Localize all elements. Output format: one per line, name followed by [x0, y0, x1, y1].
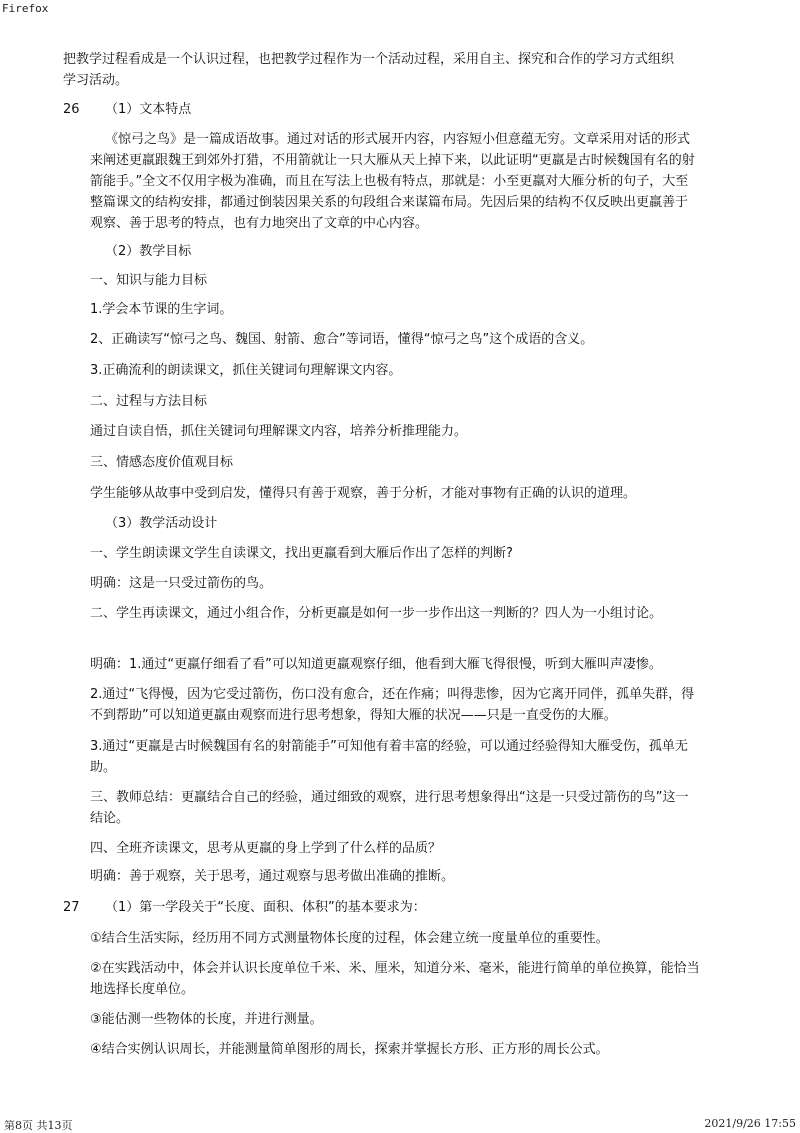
activity2-answer1: 明确：1.通过“更羸仔细看了看”可以知道更羸观察仔细，他看到大雁飞得很慢，听到大雁叫声凄惨。	[90, 657, 662, 672]
activity4: 四、全班齐读课文，思考从更羸的身上学到了什么样的品质？	[90, 841, 442, 856]
activity4-answer: 明确：善于观察，关于思考，通过观察与思考做出准确的推断。	[90, 869, 455, 884]
question-number-26: 26	[63, 102, 80, 117]
q27-heading: （1）第一学段关于“长度、面积、体积”的基本要求为：	[105, 900, 426, 915]
q26-heading-text-feature: （1）文本特点	[105, 102, 192, 117]
activity1: 一、学生朗读课文学生自读课文，找出更羸看到大雁后作出了怎样的判断?	[90, 546, 513, 561]
question-number-27: 27	[63, 900, 80, 915]
q26-heading-goals: （2）教学目标	[105, 244, 192, 259]
q27-item2: ②在实践活动中，体会并认识长度单位千米、米、厘米，知道分米、毫米，能进行简单的单位换算，能恰当地选择长度单位。	[90, 961, 700, 997]
q26-heading-activities: （3）教学活动设计	[105, 516, 218, 531]
goal2-title: 二、过程与方法目标	[90, 394, 208, 409]
activity2-answer2: 2.通过“飞得慢，因为它受过箭伤，伤口没有愈合，还在作痛；叫得悲惨，因为它离开同伴，孤单失群，得不到帮助”可以知道更羸由观察而进行思考想象，得知大雁的状况——只是一直受伤的大雁。	[90, 687, 695, 723]
page-number: 第8页 共13页	[4, 1119, 73, 1132]
goal3-text: 学生能够从故事中受到启发，懂得只有善于观察，善于分析，才能对事物有正确的认识的道理。	[90, 486, 637, 501]
goal2-text: 通过自读自悟，抓住关键词句理解课文内容，培养分析推理能力。	[90, 424, 468, 439]
goal1-item2: 2、正确读写“惊弓之鸟、魏国、射箭、愈合”等词语，懂得“惊弓之鸟”这个成语的含义。	[90, 332, 594, 347]
goal1-item3: 3.正确流利的朗读课文，抓住关键词句理解课文内容。	[90, 363, 402, 378]
q27-item3: ③能估测一些物体的长度，并进行测量。	[90, 1012, 323, 1027]
activity3: 三、教师总结：更羸结合自己的经验，通过细致的观察，进行思考想象得出“这是一只受过箭伤的鸟”这一结论。	[90, 790, 689, 826]
goal1-title: 一、知识与能力目标	[90, 273, 208, 288]
activity1-answer: 明确：这是一只受过箭伤的鸟。	[90, 576, 273, 591]
goal1-item1: 1.学会本节课的生字词。	[90, 302, 233, 317]
q27-item4: ④结合实例认识周长，并能测量简单图形的周长，探索并掌握长方形、正方形的周长公式。	[90, 1042, 609, 1057]
activity2: 二、学生再读课文，通过小组合作，分析更羸是如何一步一步作出这一判断的？四人为一小组讨论。	[90, 606, 663, 621]
activity2-answer3: 3.通过“更羸是古时候魏国有名的射箭能手”可知他有着丰富的经验，可以通过经验得知大雁受伤，孤单无助。	[90, 739, 688, 775]
print-datetime: 2021/9/26 17:55	[704, 1117, 796, 1130]
browser-title: Firefox	[2, 2, 49, 15]
q26-text-feature-paragraph: 《惊弓之鸟》是一篇成语故事。通过对话的形式展开内容，内容短小但意蕴无穷。文章采用对话的形式来阐述更羸跟魏王到郊外打猎，不用箭就让一只大雁从天上掉下来，以此证明“更羸是古时候魏国有名的射箭能手。”全文不仅用字极为准确，而且在写法上也极有特点，那就是：小至更羸对大雁分析的句子，大至整篇课文的结构安排，都通过倒装因果关系的句段组合来谋篇布局。先因后果的结构不仅反映出更羸善于观察、善于思考的特点，也有力地突出了文章的中心内容。	[90, 132, 695, 231]
goal3-title: 三、情感态度价值观目标	[90, 455, 234, 470]
q27-item1: ①结合生活实际，经历用不同方式测量物体长度的过程，体会建立统一度量单位的重要性。	[90, 931, 609, 946]
intro-paragraph: 把教学过程看成是一个认识过程，也把教学过程作为一个活动过程，采用自主、探究和合作的学习方式组织学习活动。	[63, 52, 675, 88]
